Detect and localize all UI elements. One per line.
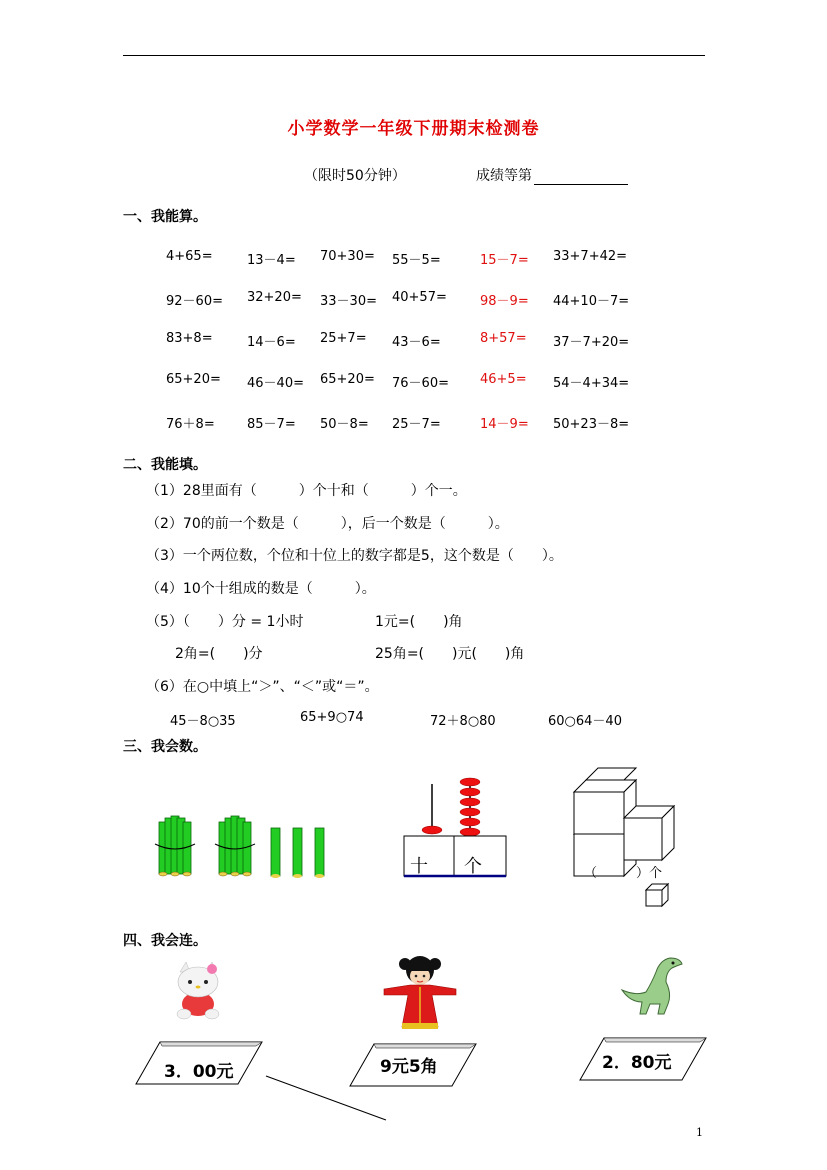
compare-item-2: 65+9○74 — [300, 710, 364, 725]
calc-item: 43－6= — [392, 335, 441, 350]
calc-item: 46+5= — [480, 372, 527, 387]
grade-label: 成绩等第 — [476, 168, 532, 184]
kitty-toy-image — [172, 960, 224, 1020]
calc-item: 37－7+20= — [553, 335, 630, 350]
section-2-heading: 二、我能填。 — [123, 457, 207, 473]
price-tag-1-label: 3．00元 — [164, 1062, 234, 1082]
time-limit: （限时50分钟） — [304, 168, 406, 184]
calc-item: 50+23－8= — [553, 417, 630, 432]
dinosaur-toy-image — [616, 952, 690, 1018]
fill-question-6: （6）在○中填上“＞”、“＜”或“＝”。 — [146, 679, 379, 695]
calc-item: 55－5= — [392, 253, 441, 268]
single-stick-3 — [315, 828, 324, 878]
calc-item: 15－7= — [480, 253, 529, 268]
calc-item: 25－7= — [392, 417, 441, 432]
fill-question-5d: 25角=( )元( )角 — [375, 646, 525, 662]
grade-blank — [534, 170, 628, 185]
calc-item: 70+30= — [320, 249, 375, 264]
grade-field — [476, 165, 628, 185]
calc-item: 46－40= — [247, 376, 304, 391]
calc-item: 92－60= — [166, 294, 223, 309]
calc-item: 76－60= — [392, 376, 449, 391]
price-tag-2-label: 9元5角 — [380, 1057, 438, 1077]
calc-item: 14－9= — [480, 417, 529, 432]
calc-item: 83+8= — [166, 331, 213, 346]
fill-question-4: （4）10个十组成的数是（ ）。 — [146, 581, 376, 597]
calc-item: 98－9= — [480, 294, 529, 309]
section-1-heading: 一、我能算。 — [123, 209, 207, 225]
page-title: 小学数学一年级下册期末检测卷 — [287, 119, 540, 139]
doll-toy-image — [380, 955, 460, 1035]
calc-item: 50－8= — [320, 417, 369, 432]
stick-bundle-2 — [215, 816, 255, 876]
calc-item: 44+10－7= — [553, 294, 630, 309]
compare-item-3: 72＋8○80 — [430, 714, 496, 729]
calc-item: 54－4+34= — [553, 376, 630, 391]
section-3-heading: 三、我会数。 — [123, 739, 207, 755]
section-4-heading: 四、我会连。 — [123, 933, 207, 949]
calc-item: 33－30= — [320, 294, 377, 309]
calc-item: 85－7= — [247, 417, 296, 432]
fill-question-5c: 2角=( )分 — [175, 646, 263, 662]
cubes-figure — [568, 760, 688, 910]
calc-item: 25+7= — [320, 331, 367, 346]
fill-question-1: （1）28里面有（ ）个十和（ ）个一。 — [146, 483, 467, 499]
calc-item: 4+65= — [166, 249, 213, 264]
abacus-ones-label: 个 — [464, 856, 482, 877]
calc-item: 33+7+42= — [553, 249, 628, 264]
single-stick-1 — [271, 828, 280, 878]
calc-item: 32+20= — [247, 290, 302, 305]
top-rule — [123, 55, 705, 56]
single-stick-2 — [293, 828, 302, 878]
stick-bundle-1 — [155, 816, 195, 876]
calc-item: 14－6= — [247, 335, 296, 350]
small-cube-icon — [646, 884, 668, 906]
abacus-tens-label: 十 — [410, 856, 428, 877]
calc-item: 65+20= — [320, 372, 375, 387]
price-tag-3-label: 2．80元 — [602, 1053, 672, 1073]
fill-question-2: （2）70的前一个数是（ ），后一个数是（ ）。 — [146, 516, 509, 532]
fill-question-3: （3）一个两位数，个位和十位上的数字都是5，这个数是（ ）。 — [146, 548, 563, 564]
calc-item: 40+57= — [392, 290, 447, 305]
compare-item-4: 60○64－40 — [548, 714, 622, 729]
fill-question-5b: 1元=( )角 — [375, 614, 463, 630]
calc-item: 13－4= — [247, 253, 296, 268]
compare-item-1: 45－8○35 — [170, 714, 236, 729]
fill-question-5a: （5）（ ）分 = 1小时 — [146, 614, 304, 630]
counting-sticks-figure — [150, 810, 340, 882]
calc-item: 65+20= — [166, 372, 221, 387]
matching-line — [262, 1070, 392, 1126]
calc-item: 76＋8= — [166, 417, 215, 432]
calc-item: 8+57= — [480, 331, 527, 346]
page-number: 1 — [696, 1126, 703, 1139]
cube-count-caption: （ ）个 — [584, 866, 663, 881]
